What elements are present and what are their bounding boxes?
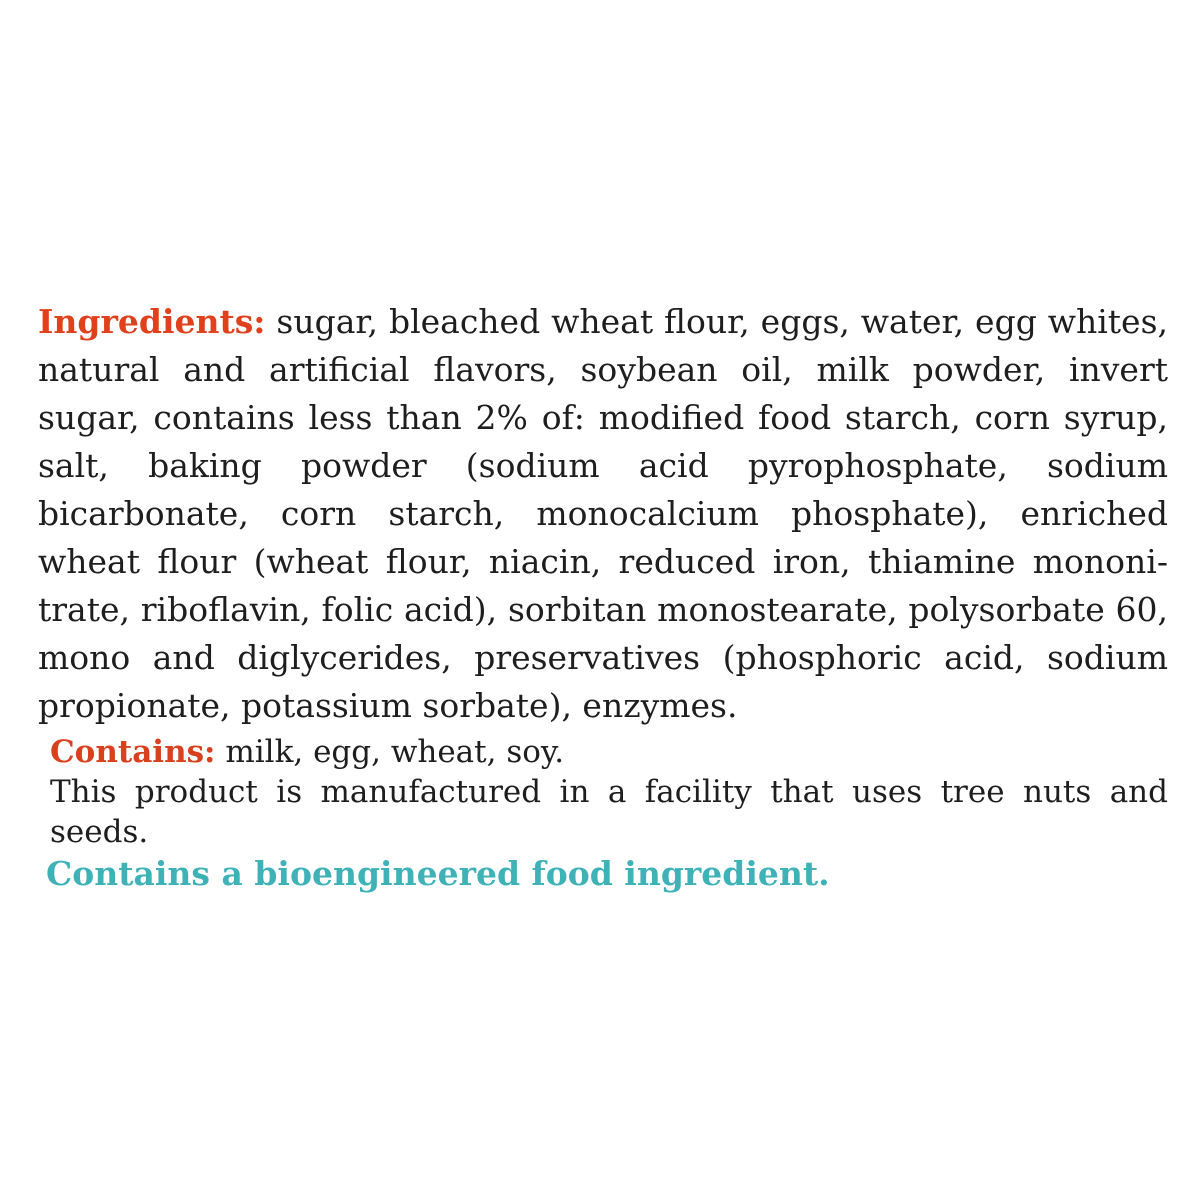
- ingredients-line-5: bicarbonate, corn starch, monocalcium phosphate), enriched: [38, 494, 1168, 533]
- ingredients-line-1-text: sugar, bleached wheat flour, eggs, water, egg whites,: [265, 302, 1168, 341]
- facility-statement-line-2: seeds.: [50, 814, 149, 850]
- ingredients-line-4: salt, baking powder (sodium acid pyrophosphate, sodium: [38, 446, 1168, 485]
- ingredients-line-7: trate, riboflavin, folic acid), sorbitan monostearate, polysorbate 60,: [38, 590, 1168, 629]
- allergen-statement: [50, 732, 1168, 852]
- ingredients-line-3: sugar, contains less than 2% of: modified food starch, corn syrup,: [38, 398, 1168, 437]
- ingredients-heading: Ingredients:: [38, 302, 266, 341]
- ingredients-statement: [38, 298, 1168, 730]
- allergen-heading: Contains:: [50, 734, 216, 770]
- allergen-list: milk, egg, wheat, soy.: [215, 734, 565, 770]
- ingredients-line-8: mono and diglycerides, preservatives (phosphoric acid, sodium: [38, 638, 1168, 677]
- bioengineered-disclosure: Contains a bioengineered food ingredient.: [46, 854, 830, 893]
- ingredients-line-9: propionate, potassium sorbate), enzymes.: [38, 686, 738, 725]
- ingredients-line-2: natural and artificial flavors, soybean oil, milk powder, invert: [38, 350, 1168, 389]
- allergen-contains-line: [50, 732, 1168, 772]
- ingredients-line-1: [38, 298, 1168, 346]
- facility-statement-line-1: This product is manufactured in a facility that uses tree nuts and: [50, 774, 1168, 810]
- ingredients-line-6: wheat flour (wheat flour, niacin, reduced iron, thiamine mononi-: [38, 542, 1168, 581]
